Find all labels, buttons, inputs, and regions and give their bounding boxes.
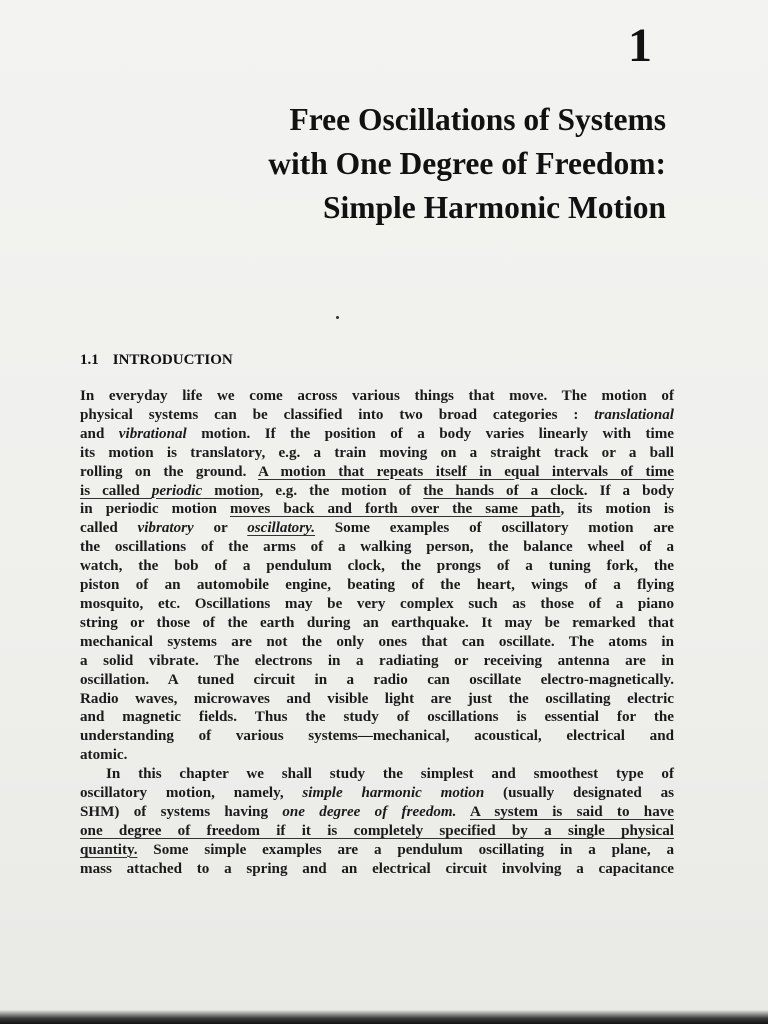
text-line: its motion is translatory, e.g. a train moving on a straight track or a ball	[80, 444, 674, 461]
text-line: the oscillations of the arms of a walking person, the balance wheel of a	[80, 539, 674, 556]
text-line: piston of an automobile engine, beating of the heart, wings of a flying	[80, 577, 674, 594]
ink-dot	[336, 316, 339, 319]
text-line: rolling on the ground. A motion that repeats itself in equal intervals of time	[80, 463, 675, 480]
text-line: called vibratory or oscillatory. Some examples of oscillatory motion are	[80, 520, 674, 537]
chapter-title-line: with One Degree of Freedom:	[268, 146, 666, 181]
chapter-title-line: Free Oscillations of Systems	[289, 102, 666, 137]
section-title: INTRODUCTION	[112, 352, 233, 368]
text-line	[80, 822, 674, 841]
text-line: and magnetic fields. Thus the study of oscillations is essential for the	[80, 709, 674, 726]
text-line: watch, the bob of a pendulum clock, the prongs of a tuning fork, the	[80, 558, 674, 575]
chapter-title-line: Simple Harmonic Motion	[323, 190, 666, 225]
text-line: is called periodic motion, e.g. the motion of the hands of a clock. If a body	[80, 482, 674, 499]
text-line: In everyday life we come across various things that move. The motion of	[80, 388, 674, 404]
underlined-phrase: the hands of a clock	[423, 482, 584, 499]
underlined-phrase: oscillatory.	[247, 520, 316, 537]
text-line: a solid vibrate. The electrons in a radiating or receiving antenna are in	[80, 652, 674, 669]
underlined-phrase: one degree of freedom if it is completely specified by a single physical	[80, 822, 674, 839]
chapter-title	[268, 98, 666, 230]
text-line: oscillation. A tuned circuit in a radio can oscillate electro-magnetically.	[80, 671, 674, 688]
text-line: and vibrational motion. If the position of a body varies linearly with time	[80, 425, 675, 442]
text-line: oscillatory motion, namely, simple harmonic motion (usually designated as	[80, 785, 674, 802]
text-line: atomic.	[80, 747, 128, 764]
text-line: In this chapter we shall study the simplest and smoothest type of	[106, 766, 674, 783]
text-line: quantity. Some simple examples are a pendulum oscillating in a plane, a	[80, 841, 674, 858]
text-line: string or those of the earth during an earthquake. It may be remarked that	[80, 614, 674, 631]
text-line: physical systems can be classified into two broad categories : translational	[80, 406, 674, 423]
underlined-phrase: quantity.	[80, 841, 138, 858]
section-number: 1.1	[80, 352, 99, 368]
underlined-phrase: motion	[202, 482, 260, 499]
page-bottom-edge	[0, 1010, 768, 1024]
underlined-phrase: is called	[80, 482, 152, 499]
underlined-phrase: A system is said to have	[469, 803, 674, 820]
text-line: Radio waves, microwaves and visible light are just the oscillating electric	[80, 690, 674, 707]
text-line: understanding of various systems—mechanical, acoustical, electrical and	[80, 728, 674, 745]
text-line: mechanical systems are not the only ones that can oscillate. The atoms in	[80, 633, 674, 650]
body-text	[80, 387, 674, 879]
underlined-phrase: moves back and forth over the same path	[230, 501, 561, 518]
text-line: in periodic motion moves back and forth over the same path, its motion is	[80, 501, 674, 518]
section-heading	[80, 352, 233, 369]
text-line: mass attached to a spring and an electrical circuit involving a capacitance	[80, 860, 674, 877]
chapter-number: 1	[628, 19, 652, 72]
underlined-phrase: A motion that repeats itself in equal intervals of time	[257, 463, 675, 480]
text-line: SHM) of systems having one degree of freedom. A system is said to have	[80, 803, 674, 820]
underlined-phrase: periodic	[151, 482, 203, 499]
text-line: mosquito, etc. Oscillations may be very complex such as those of a piano	[80, 595, 674, 612]
